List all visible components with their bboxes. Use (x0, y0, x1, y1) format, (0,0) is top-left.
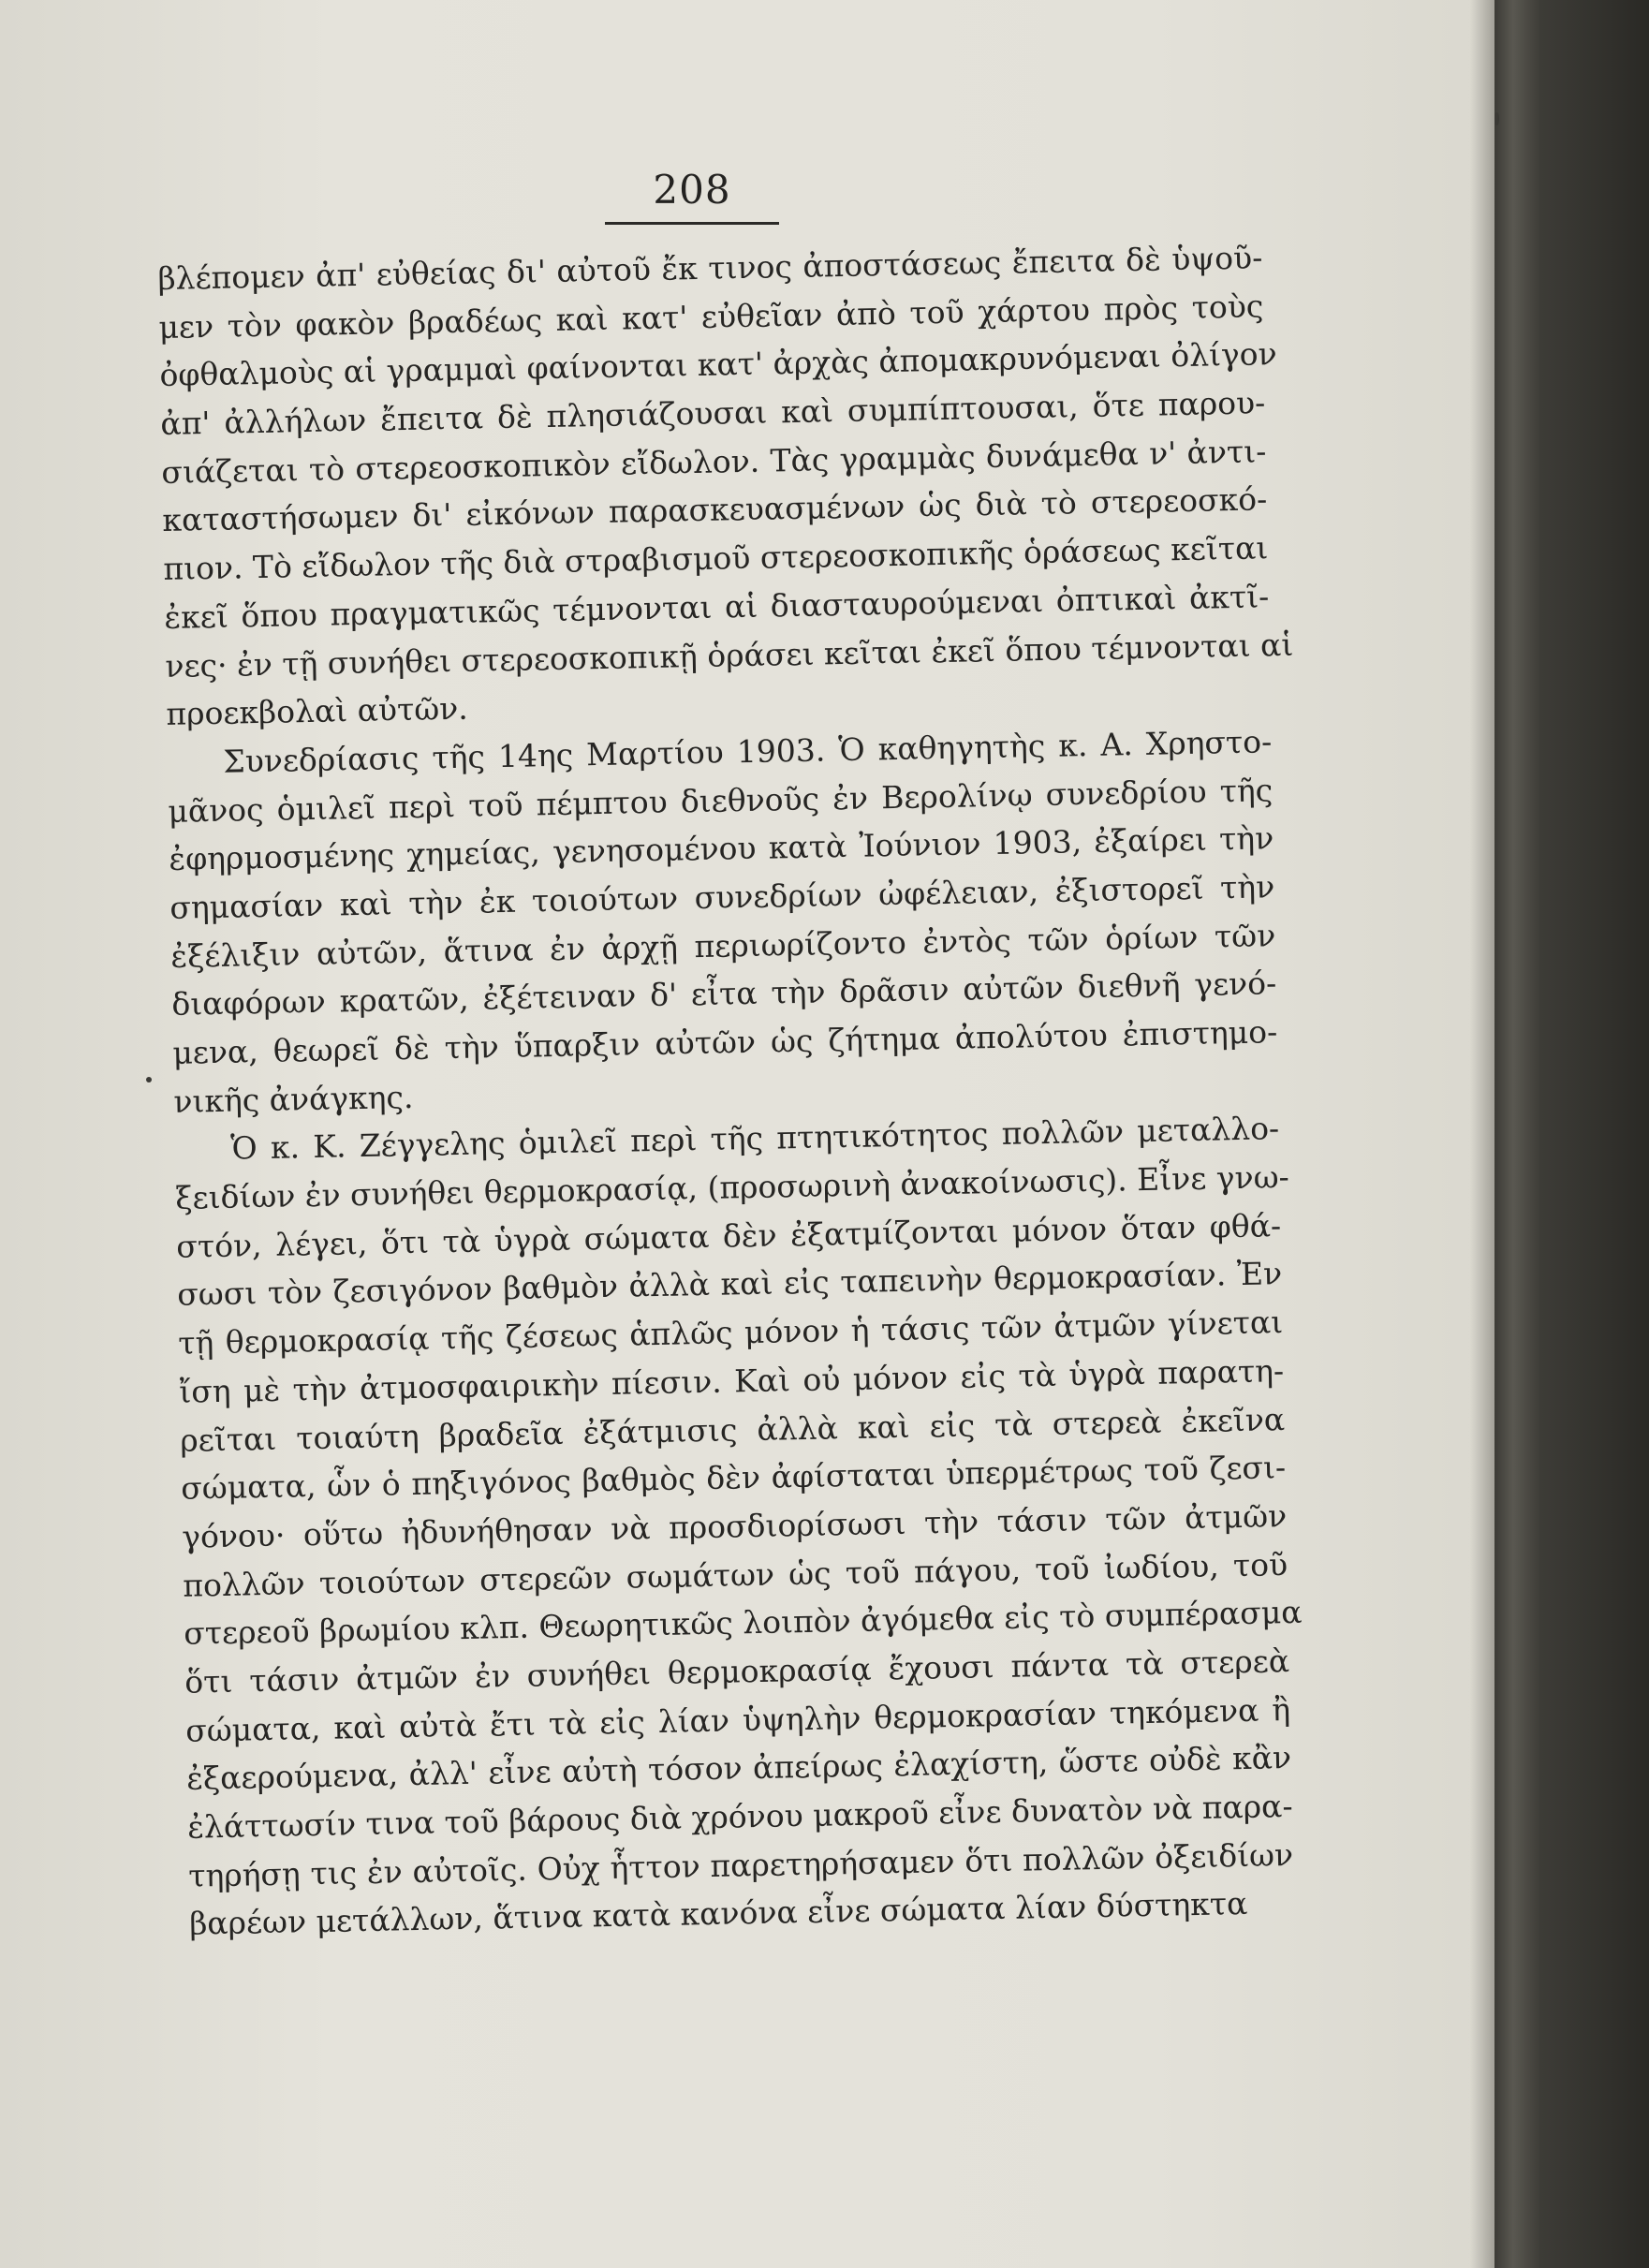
text-line: διαφόρων κρατῶν, ἐξέτειναν δ' εἶτα τὴν δρᾶσιν αὐτῶν διεθνῆ γενό- (170, 965, 1277, 1024)
text-line: ἐκεῖ ὅπου πραγματικῶς τέμνονται αἱ διασταυρούμεναι ὀπτικαὶ ἀκτῖ- (164, 578, 1270, 636)
page-number-rule (605, 222, 779, 225)
facing-page-edge (1494, 0, 1649, 2268)
paper-speck (146, 1077, 152, 1082)
text-line: σωσι τὸν ζεσιγόνον βαθμὸν ἀλλὰ καὶ εἰς ταπεινὴν θερμοκρασίαν. Ἐν (176, 1255, 1283, 1314)
text-line: γόνου· οὕτω ἠδυνήθησαν νὰ προσδιορίσωσι τὴν τάσιν τῶν ἀτμῶν (181, 1496, 1288, 1555)
text-line: ἀπ' ἀλλήλων ἔπειτα δὲ πλησιάζουσαι καὶ συμπίπτουσαι, ὅτε παρου- (160, 384, 1266, 443)
text-line: Συνεδρίασις τῆς 14ης Μαρτίου 1903. Ὁ καθηγητὴς κ. Α. Χρηστο- (223, 723, 1273, 780)
text-line: σημασίαν καὶ τὴν ἐκ τοιούτων συνεδρίων ὠφέλειαν, ἐξιστορεῖ τὴν (169, 868, 1275, 926)
text-line: νικῆς ἀνάγκης. (172, 1078, 414, 1120)
text-line: στερεοῦ βρωμίου κλπ. Θεωρητικῶς λοιπὸν ἀγόμεθα εἰς τὸ συμπέρασμα (183, 1594, 1303, 1652)
text-line: προεκβολαὶ αὐτῶν. (166, 689, 469, 733)
text-line: ὅτι τάσιν ἀτμῶν ἐν συνήθει θερμοκρασίᾳ ἔχουσι πάντα τὰ στερεὰ (184, 1642, 1290, 1701)
text-line: ἐφηρμοσμένης χημείας, γενησομένου κατὰ Ἰούνιον 1903, ἐξαίρει τὴν (169, 819, 1274, 878)
text-line: πολλῶν τοιούτων στερεῶν σωμάτων ὡς τοῦ πάγου, τοῦ ἰωδίου, τοῦ (182, 1545, 1288, 1604)
text-line: μᾶνος ὁμιλεῖ περὶ τοῦ πέμπτου διεθνοῦς ἐν Βερολίνῳ συνεδρίου τῆς (168, 771, 1274, 830)
text-line: τηρήσῃ τις ἐν αὐτοῖς. Οὐχ ἧττον παρετηρήσαμεν ὅτι πολλῶν ὀξειδίων (187, 1835, 1294, 1894)
text-line: Ὁ κ. Κ. Ζέγγελης ὁμιλεῖ περὶ τῆς πτητικότητος πολλῶν μεταλλο- (229, 1110, 1280, 1168)
text-line: ἴση μὲ τὴν ἀτμοσφαιρικὴν πίεσιν. Καὶ οὐ μόνον εἰς τὰ ὑγρὰ παρατη- (178, 1351, 1285, 1410)
page-number: 208 (653, 167, 731, 213)
text-line: μεν τὸν φακὸν βραδέως καὶ κατ' εὐθεῖαν ἀπὸ τοῦ χάρτου πρὸς τοὺς (158, 287, 1264, 346)
text-line: βαρέων μετάλλων, ἅτινα κατὰ κανόνα εἶνε σώματα λίαν δύστηκτα (188, 1885, 1248, 1943)
text-line: πιον. Τὸ εἴδωλον τῆς διὰ στραβισμοῦ στερεοσκοπικῆς ὁράσεως κεῖται (163, 529, 1269, 588)
text-line: ἐξέλιξιν αὐτῶν, ἅτινα ἐν ἀρχῇ περιωρίζοντο ἐντὸς τῶν ὁρίων τῶν (170, 916, 1276, 975)
text-line: νες· ἐν τῇ συνήθει στερεοσκοπικῇ ὁράσει κεῖται ἐκεῖ ὅπου τέμνονται αἱ (165, 626, 1294, 685)
text-line: ξειδίων ἐν συνήθει θερμοκρασίᾳ, (προσωρινὴ ἀνακοίνωσις). Εἶνε γνω- (174, 1158, 1290, 1216)
text-line: ἐλάττωσίν τινα τοῦ βάρους διὰ χρόνου μακροῦ εἶνε δυνατὸν νὰ παρα- (186, 1788, 1293, 1846)
text-line: ὀφθαλμοὺς αἱ γραμμαὶ φαίνονται κατ' ἀρχὰς ἀπομακρυνόμεναι ὀλίγον (159, 335, 1277, 394)
text-line: σώματα, ὧν ὁ πηξιγόνος βαθμὸς δὲν ἀφίσταται ὑπερμέτρως τοῦ ζεσι- (180, 1449, 1287, 1507)
text-line: στόν, λέγει, ὅτι τὰ ὑγρὰ σώματα δὲν ἐξατμίζονται μόνον ὅταν φθά- (175, 1206, 1282, 1265)
text-line: βλέπομεν ἀπ' εὐθείας δι' αὐτοῦ ἔκ τινος ἀποστάσεως ἔπειτα δὲ ὑψοῦ- (157, 239, 1263, 297)
text-line: καταστήσωμεν δι' εἰκόνων παρασκευασμένων ὡς διὰ τὸ στερεοσκό- (162, 480, 1268, 539)
text-line: σιάζεται τὸ στερεοσκοπικὸν εἴδωλον. Τὰς γραμμὰς δυνάμεθα ν' ἀντι- (161, 433, 1267, 491)
text-line: ἐξαερούμενα, ἀλλ' εἶνε αὐτὴ τόσον ἀπείρως ἐλαχίστη, ὥστε οὐδὲ κἂν (185, 1739, 1292, 1798)
body-text (157, 233, 1303, 1948)
text-line: τῇ θερμοκρασίᾳ τῆς ζέσεως ἁπλῶς μόνον ἡ τάσις τῶν ἀτμῶν γίνεται (177, 1303, 1284, 1362)
paper-speck (1494, 112, 1499, 125)
text-line: μενα, θεωρεῖ δὲ τὴν ὕπαρξιν αὐτῶν ὡς ζήτημα ἀπολύτου ἐπιστημο- (171, 1013, 1278, 1071)
text-line: ρεῖται τοιαύτη βραδεῖα ἐξάτμισις ἀλλὰ καὶ εἰς τὰ στερεὰ ἐκεῖνα (179, 1400, 1286, 1459)
binding-shadow (1470, 0, 1494, 2268)
text-line: σώματα, καὶ αὐτὰ ἔτι τὰ εἰς λίαν ὑψηλὴν θερμοκρασίαν τηκόμενα ἢ (184, 1690, 1291, 1749)
